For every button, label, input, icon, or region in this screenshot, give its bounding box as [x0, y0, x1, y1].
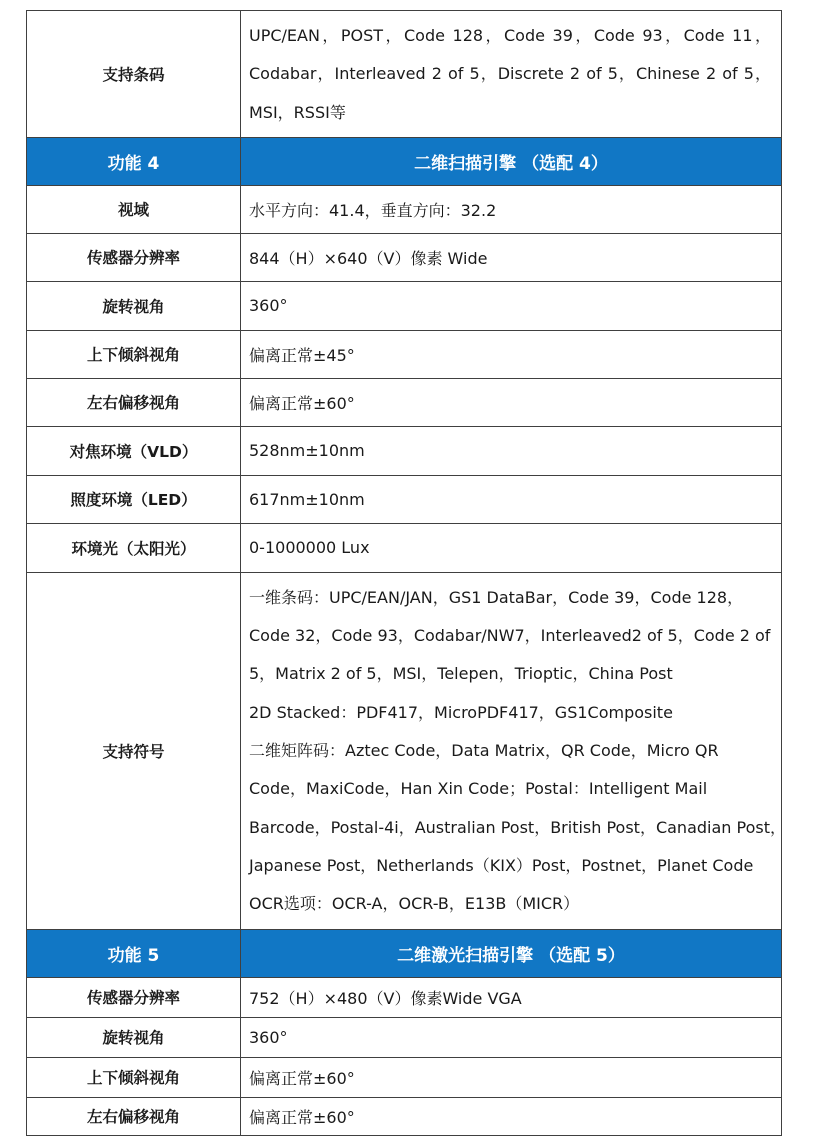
row-label: 支持条码	[27, 11, 241, 138]
row-value: 偏离正常±60°	[241, 1057, 782, 1097]
value-line: 2D Stacked：PDF417，MicroPDF417，GS1Composite	[249, 702, 673, 722]
row-label: 对焦环境（VLD）	[27, 426, 241, 475]
row-value: 水平方向：41.4，垂直方向：32.2	[241, 185, 782, 233]
row-label: 支持符号	[27, 572, 241, 929]
spec-row	[27, 185, 782, 233]
row-label: 旋转视角	[27, 1017, 241, 1057]
row-label: 视域	[27, 185, 241, 233]
row-value: 752（H）×480（V）像素Wide VGA	[241, 977, 782, 1017]
spec-row	[27, 1057, 782, 1097]
value-line: 一维条码：UPC/EAN/JAN，GS1 DataBar，Code 39，Code 128，	[249, 587, 744, 607]
value-line: Code，MaxiCode，Han Xin Code；Postal：Intelligent Mail	[249, 779, 708, 799]
row-value: 0-1000000 Lux	[241, 523, 782, 572]
row-label: 上下倾斜视角	[27, 330, 241, 378]
spec-row	[27, 977, 782, 1017]
symbols-row	[27, 572, 782, 929]
spec-row	[27, 330, 782, 378]
row-label: 传感器分辨率	[27, 977, 241, 1017]
spec-row	[27, 426, 782, 475]
row-value	[241, 11, 782, 138]
row-value	[241, 572, 786, 929]
section-header-4	[27, 137, 782, 185]
section-label: 功能 5	[27, 929, 241, 977]
section-header-5	[27, 929, 782, 977]
value-line: Barcode，Postal-4i，Australian Post，British Post，Canadian Post，	[249, 817, 786, 837]
row-label: 左右偏移视角	[27, 1097, 241, 1135]
barcode-row	[27, 11, 782, 138]
row-value: 617nm±10nm	[241, 475, 782, 523]
row-label: 旋转视角	[27, 281, 241, 330]
value-line: Code 32，Code 93，Codabar/NW7，Interleaved2 of 5，Code 2 of	[249, 626, 771, 646]
section-title: 二维扫描引擎 （选配 4）	[241, 137, 782, 185]
row-value: 528nm±10nm	[241, 426, 782, 475]
row-value: 360°	[241, 281, 782, 330]
value-line: 二维矩阵码：Aztec Code，Data Matrix，QR Code，Micro QR	[249, 741, 719, 761]
value-line: UPC/EAN，POST，Code 128，Code 39，Code 93，Code 11，	[249, 26, 771, 45]
spec-row	[27, 378, 782, 426]
row-label: 传感器分辨率	[27, 233, 241, 281]
row-value: 偏离正常±60°	[241, 378, 782, 426]
row-value: 偏离正常±60°	[241, 1097, 782, 1135]
row-value: 844（H）×640（V）像素 Wide	[241, 233, 782, 281]
value-line: 5，Matrix 2 of 5，MSI，Telepen，Trioptic，China Post	[249, 664, 673, 684]
spec-row	[27, 475, 782, 523]
value-line: MSI，RSSI等	[249, 102, 346, 122]
value-line: OCR选项：OCR-A，OCR-B，E13B（MICR）	[249, 894, 580, 914]
row-label: 照度环境（LED）	[27, 475, 241, 523]
row-label: 上下倾斜视角	[27, 1057, 241, 1097]
value-line: Codabar，Interleaved 2 of 5，Discrete 2 of 5，Chinese 2 of 5，	[249, 64, 771, 84]
spec-row	[27, 281, 782, 330]
spec-row	[27, 233, 782, 281]
spec-row	[27, 1097, 782, 1135]
section-label: 功能 4	[27, 137, 241, 185]
spec-row	[27, 523, 782, 572]
row-value: 偏离正常±45°	[241, 330, 782, 378]
row-label: 环境光（太阳光）	[27, 523, 241, 572]
spec-row	[27, 1017, 782, 1057]
spec-table	[26, 10, 786, 1136]
row-label: 左右偏移视角	[27, 378, 241, 426]
row-value: 360°	[241, 1017, 782, 1057]
section-title: 二维激光扫描引擎 （选配 5）	[241, 929, 782, 977]
value-line: Japanese Post，Netherlands（KIX）Post，Postnet，Planet Code	[249, 855, 754, 875]
